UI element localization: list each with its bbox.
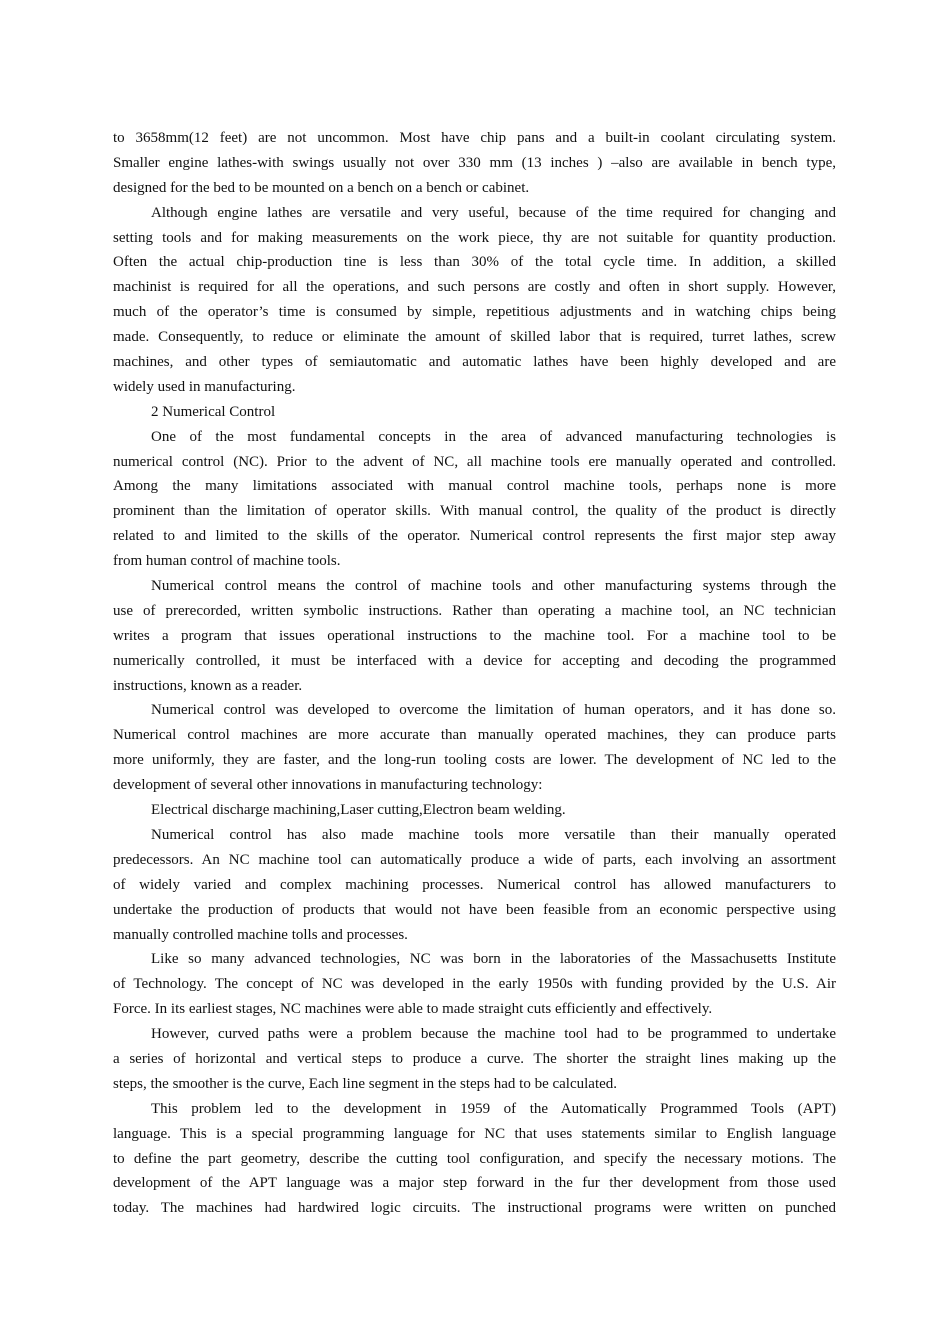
text-line: machinist is required for all the operations, and such persons are costly and often in short supply. However, xyxy=(113,279,836,296)
text-line: Although engine lathes are versatile and very useful, because of the time required for changing and xyxy=(151,204,836,221)
paragraph xyxy=(113,574,836,698)
paragraph xyxy=(113,126,836,201)
text-line: Numerical control machines are more accurate than manually operated machines, they can produce parts xyxy=(113,727,836,744)
text-line: Numerical control has also made machine tools more versatile than their manually operated xyxy=(151,826,836,843)
text-line: instructions, known as a reader. xyxy=(113,677,303,694)
text-line: of Technology. The concept of NC was developed in the early 1950s with funding provided by the U.S. Air xyxy=(113,976,836,993)
text-line: Smaller engine lathes-with swings usually not over 330 mm (13 inches ) –also are available in bench type, xyxy=(113,154,836,171)
text-line: machines, and other types of semiautomatic and automatic lathes have been highly developed and are xyxy=(113,354,836,371)
text-line: to define the part geometry, describe the cutting tool configuration, and specify the necessary motions. The xyxy=(113,1150,836,1167)
text-line: prominent than the limitation of operator skills. With manual control, the quality of the product is directly xyxy=(113,503,836,520)
document-body xyxy=(113,126,836,1221)
text-line: Like so many advanced technologies, NC was born in the laboratories of the Massachusetts Institute xyxy=(151,951,836,968)
text-line: This problem led to the development in 1959 of the Automatically Programmed Tools (APT) xyxy=(151,1100,836,1117)
text-line: development of the APT language was a major step forward in the fur ther development from those used xyxy=(113,1175,836,1192)
text-line: Among the many limitations associated with manual control machine tools, perhaps none is more xyxy=(113,478,836,495)
text-line: from human control of machine tools. xyxy=(113,553,341,570)
text-line: more uniformly, they are faster, and the long-run tooling costs are lower. The development of NC led to the xyxy=(113,752,836,769)
text-line: to 3658mm(12 feet) are not uncommon. Most have chip pans and a built-in coolant circulating system. xyxy=(113,130,836,146)
paragraph xyxy=(113,823,836,947)
text-line: made. Consequently, to reduce or eliminate the amount of skilled labor that is required, turret lathes, screw xyxy=(113,329,836,346)
text-line: a series of horizontal and vertical steps to produce a curve. The shorter the straight lines making up the xyxy=(113,1050,836,1067)
text-line: However, curved paths were a problem because the machine tool had to be programmed to undertake xyxy=(151,1026,836,1043)
text-line: related to and limited to the skills of the operator. Numerical control represents the first major step away xyxy=(113,528,836,545)
text-line: 2 Numerical Control xyxy=(151,403,276,420)
text-line: setting tools and for making measurements on the work piece, thy are not suitable for quantity production. xyxy=(113,229,836,246)
text-line: Force. In its earliest stages, NC machines were able to made straight cuts efficiently and effectively. xyxy=(113,1001,713,1018)
text-line: designed for the bed to be mounted on a bench on a bench or cabinet. xyxy=(113,179,530,196)
text-line: numerical control (NC). Prior to the advent of NC, all machine tools ere manually operated and controlled. xyxy=(113,453,836,470)
paragraph xyxy=(113,698,836,798)
text-line: development of several other innovations in manufacturing technology: xyxy=(113,777,543,794)
text-line: numerically controlled, it must be interfaced with a device for accepting and decoding the programmed xyxy=(113,652,836,669)
paragraph xyxy=(113,947,836,1022)
text-line: Numerical control means the control of machine tools and other manufacturing systems through the xyxy=(151,578,836,595)
paragraph xyxy=(113,425,836,574)
text-line: One of the most fundamental concepts in the area of advanced manufacturing technologies is xyxy=(151,428,836,445)
text-line: writes a program that issues operational instructions to the machine tool. For a machine tool to be xyxy=(113,627,836,644)
paragraph xyxy=(113,400,836,425)
text-line: much of the operator’s time is consumed by simple, repetitious adjustments and in watching chips being xyxy=(113,304,836,321)
text-line: predecessors. An NC machine tool can automatically produce a wide of parts, each involving an assortment xyxy=(113,851,836,868)
text-line: undertake the production of products that would not have been feasible from an economic perspective using xyxy=(113,901,836,918)
paragraph xyxy=(113,1097,836,1221)
text-line: today. The machines had hardwired logic circuits. The instructional programs were written on punched xyxy=(113,1200,836,1217)
text-line: of widely varied and complex machining processes. Numerical control has allowed manufacturers to xyxy=(113,876,836,893)
text-line: widely used in manufacturing. xyxy=(113,378,296,395)
text-line: manually controlled machine tolls and processes. xyxy=(113,926,408,943)
paragraph xyxy=(113,201,836,400)
text-line: language. This is a special programming language for NC that uses statements similar to English language xyxy=(113,1125,836,1142)
text-line: Often the actual chip-production tine is less than 30% of the total cycle time. In addition, a skilled xyxy=(113,254,836,271)
paragraph xyxy=(113,798,836,823)
text-line: Electrical discharge machining,Laser cutting,Electron beam welding. xyxy=(151,802,566,819)
text-line: use of prerecorded, written symbolic instructions. Rather than operating a machine tool, an NC technician xyxy=(113,602,836,619)
text-line: Numerical control was developed to overcome the limitation of human operators, and it has done so. xyxy=(151,702,836,719)
paragraph xyxy=(113,1022,836,1097)
text-line: steps, the smoother is the curve, Each line segment in the steps had to be calculated. xyxy=(113,1075,618,1092)
